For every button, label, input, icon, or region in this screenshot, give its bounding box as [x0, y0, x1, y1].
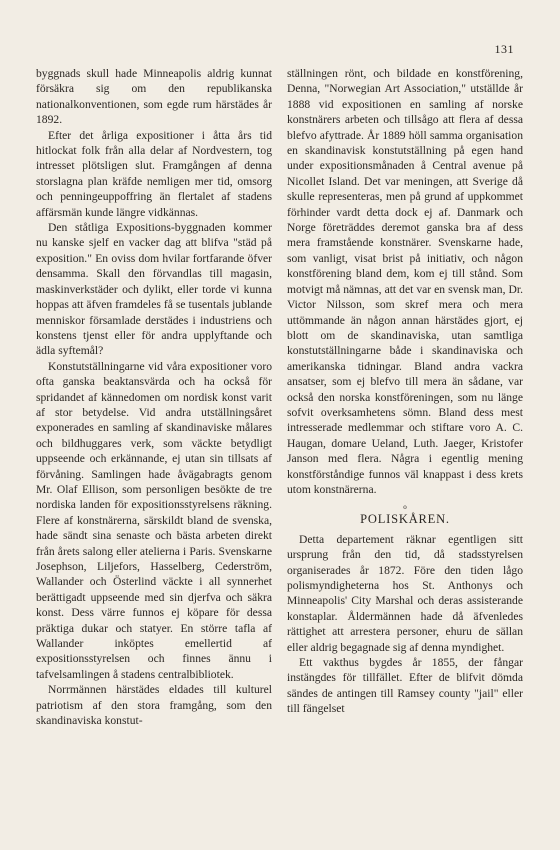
paragraph: Detta departement räknar egentligen sitt ursprung från den tid, då stadsstyrelsen organiserades år 1872. Före den tiden lågo polismyndigheterna hos St. Anthonys och Minneapolis' City Marshal och deras assisterande konstaplar. Åldermännen hade då äfvenledes rättighet att arrestera personer, ehuru de sällan eller aldrig begagnade sig af denna myndighet.	[287, 532, 523, 654]
paragraph: Norrmännen härstädes eldades till kulturel patriotism af den stora framgång, som den skandinaviska konstut-	[36, 683, 272, 728]
paragraph: byggnads skull hade Minneapolis aldrig kunnat försäkra sig om den republikanska nationalkonventionen, som egde rum härstädes år 1892.	[36, 67, 272, 127]
paragraph: ställningen rönt, och bildade en konstförening, Denna, "Norwegian Art Association," utställde år 1888 vid expositionen en samling af norske konstnärers arbeten och tillsågo att flera af dessa blefvo afyttrade. År 1889 höll samma organisation en skandinavisk konstutställning på egen hand under expositionsmånaden å Central avenue på Nicollet Island. Det var meningen, att Sverige då skulle representeras, men på grund af uppkommet förhinder vardt detta dock ej af. Danmark och Norge företräddes deremot ganska bra af dess mera framstående konstnärer. Svenskarne hade, som vanligt, visat brist på initiativ, och någon konstförening bland dem, kom ej till stånd. Som motvigt må nämnas, att det var en svensk man, Dr. Victor Nilsson, som skref mera och mera uttömmande än någon annan härstädes gjort, ej blott om de skandinaviska, utan samtliga konstutställningarne både i skandinaviska och amerikanska tidningar. Bland andra vackra ansatser, som ej blefvo till mera än sådane, var också den norska konstföreningen, som nu länge sofvit overksamhetens sömn. Bland dess mest intresserade medlemmar och stiftare voro A. C. Haugan, domare Ueland, Luth. Jaeger, Kristofer Janson med flera. Några i egentlig mening konstförståndige funnos väl knappast i dess krets utom konstnärerna.	[287, 67, 523, 496]
right-column	[287, 66, 523, 717]
paragraph: Konstutställningarne vid våra expositioner voro ofta ganska beaktansvärda och ha också för spridandet af kännedomen om nordisk konst varit af stor betydelse. Vid andra utställningsåret exponerades en samling af skandinaviske målares och bildhuggares verk, som väckte betydligt uppseende och erkännande, ej utan sin tillsats af förvåning. Samlingen hade åvägabragts genom Mr. Olaf Ellison, som personligen besökte de tre nordiska landen för expositionsstyrelsens räkning. Flere af konstnärerna, särskildt bland de svenska, hade sändt sina senaste och bästa arbeten direkt från årets salong eller atelierna i Paris. Svenskarne Josephson, Liljefors, Hasselberg, Cederström, Wallander och Österlind väckte i all synnerhet berättigadt uppseende med sin djerfva och säkra konst. Dess värre funnos ej köpare för dessa präktiga dukar och statyer. En större tafla af Wallander inköptes emellertid af expositionsstyrelsen och finnes ännu i tafvelsamlingen å stadens centralbibliotek.	[36, 359, 272, 681]
left-column	[36, 66, 272, 728]
paragraph: Ett vakthus bygdes år 1855, der fångar instängdes för tillfället. Efter de blifvit dömda sändes de antingen till Ramsey county "jail" eller till fängelset	[287, 656, 523, 716]
paragraph: Efter det årliga expositioner i åtta års tid hitlockat folk från alla delar af Nordvestern, tog intresset plötsligen slut. Framgången af denna storslagna plan kräfde nemligen mer tid, omsorg och penningeuppoffring än flertalet af stadens affärsmän kunde längre vidkännas.	[36, 128, 272, 219]
section-heading: POLISKÅREN.	[360, 512, 450, 527]
section-ornament: o	[403, 503, 407, 512]
page-number: 131	[494, 42, 514, 56]
paragraph: Den ståtliga Expositions-byggnaden kommer nu kanske sjelf en vacker dag att blifva "städ på exposition." En oviss dom hvilar fortfarande öfver densamma. Skall den förvandlas till magasin, maskinverkstäder och dylikt, eller torde vi kunna hoppas att äfven framdeles få se tusentals jublande menniskor församlade derstädes i industriens och konstens tjenst eller för andra upplyftande och ädla syftemål?	[36, 221, 272, 358]
